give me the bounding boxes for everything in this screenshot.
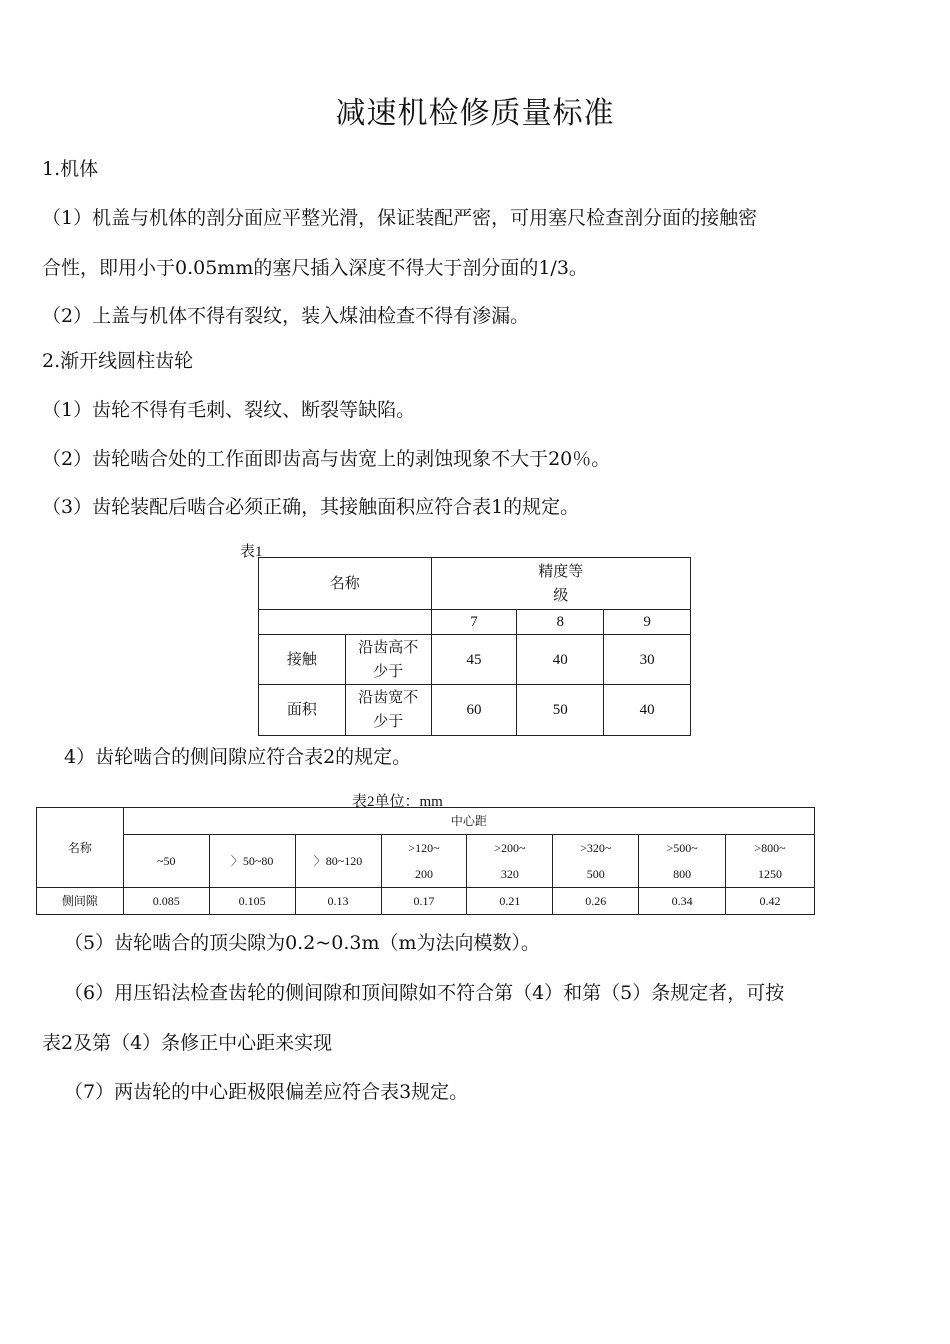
table2-value-cell: 0.105	[209, 888, 295, 915]
paragraph-1-1-line2: 合性，即用小于0.05mm的塞尺插入深度不得大于剖分面的1/3。	[42, 257, 588, 279]
table1-row-label: 接触	[259, 635, 346, 685]
table2-range-header: >200~ 320	[467, 835, 553, 888]
table1-value-cell: 45	[431, 635, 517, 685]
table1-row-sublabel: 沿齿宽不 少于	[345, 685, 431, 736]
table1-grade-cell: 9	[604, 610, 691, 635]
paragraph-2-6-line2: 表2及第（4）条修正中心距来实现	[42, 1032, 333, 1054]
table2-value-cell: 0.085	[123, 888, 209, 915]
table2-range-header: 〉50~80	[209, 835, 295, 888]
table2-value-cell: 0.26	[553, 888, 639, 915]
section-2-heading: 2.渐开线圆柱齿轮	[42, 350, 194, 372]
paragraph-2-5: （5）齿轮啮合的顶尖隙为0.2~0.3m（m为法向模数）。	[64, 932, 540, 954]
table1-grade-cell: 7	[431, 610, 517, 635]
table1-value-cell: 50	[517, 685, 604, 736]
table1-grade-header: 精度等 级	[431, 558, 690, 610]
table2-range-header: >500~ 800	[639, 835, 726, 888]
table2-range-header: >120~ 200	[381, 835, 467, 888]
table1-grade-cell: 8	[517, 610, 604, 635]
paragraph-2-7: （7）两齿轮的中心距极限偏差应符合表3规定。	[64, 1081, 469, 1103]
table1-value-cell: 40	[517, 635, 604, 685]
table2-range-header: ~50	[123, 835, 209, 888]
table1-row	[259, 685, 691, 736]
paragraph-1-2: （2）上盖与机体不得有裂纹，装入煤油检查不得有渗漏。	[42, 305, 530, 327]
table2-row	[37, 888, 815, 915]
table2-value-cell: 0.42	[726, 888, 815, 915]
paragraph-2-4: 4）齿轮啮合的侧间隙应符合表2的规定。	[64, 746, 412, 768]
table1	[258, 557, 691, 736]
paragraph-2-6-line1: （6）用压铅法检查齿轮的侧间隙和顶间隙如不符合第（4）和第（5）条规定者，可按	[64, 982, 785, 1004]
table2-value-cell: 0.34	[639, 888, 726, 915]
table2-value-cell: 0.17	[381, 888, 467, 915]
table2-name-header: 名称	[37, 808, 124, 888]
table2-range-header: >800~ 1250	[726, 835, 815, 888]
table2-row-label: 侧间隙	[37, 888, 124, 915]
section-1-heading: 1.机体	[42, 158, 99, 180]
table1-value-cell: 60	[431, 685, 517, 736]
table2-range-header: >320~ 500	[553, 835, 639, 888]
table2	[36, 807, 815, 915]
table2-value-cell: 0.13	[295, 888, 381, 915]
table1-value-cell: 30	[604, 635, 691, 685]
paragraph-1-1-line1: （1）机盖与机体的剖分面应平整光滑，保证装配严密，可用塞尺检查剖分面的接触密	[42, 207, 758, 229]
table1-empty-cell	[259, 610, 432, 635]
table1-row	[259, 635, 691, 685]
table2-group-header: 中心距	[123, 808, 814, 835]
table1-value-cell: 40	[604, 685, 691, 736]
table2-caption: 表2单位：mm	[352, 794, 443, 810]
paragraph-2-3: （3）齿轮装配后啮合必须正确，其接触面积应符合表1的规定。	[42, 496, 580, 518]
paragraph-2-2: （2）齿轮啮合处的工作面即齿高与齿宽上的剥蚀现象不大于20％。	[42, 448, 611, 470]
paragraph-2-1: （1）齿轮不得有毛刺、裂纹、断裂等缺陷。	[42, 399, 416, 421]
page-title: 减速机检修质量标准	[335, 96, 615, 131]
table1-row-sublabel: 沿齿高不 少于	[345, 635, 431, 685]
table2-value-cell: 0.21	[467, 888, 553, 915]
table1-name-header: 名称	[259, 558, 432, 610]
table2-range-header: 〉80~120	[295, 835, 381, 888]
table1-caption: 表1	[240, 544, 263, 560]
table1-row-label: 面积	[259, 685, 346, 736]
